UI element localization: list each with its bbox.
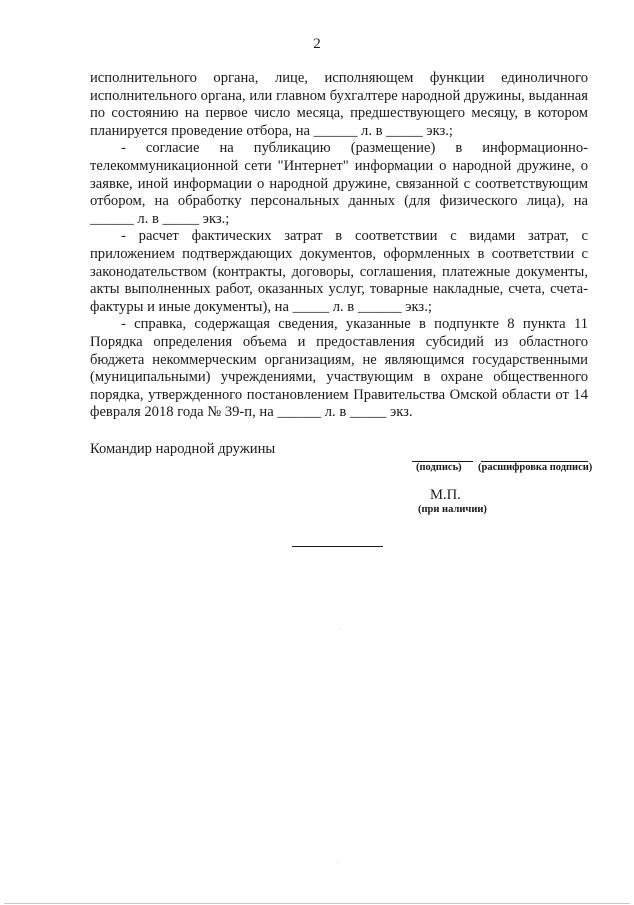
decoding-caption: (расшифровка подписи) [478,462,593,473]
paragraph-continuation: исполнительного органа, лице, исполняющем функции единоличного исполнительного органа, или главном бухгалтере народной дружины, выданная по состоянию на первое число месяца, предшествующего месяцу, в котором планируется проведение отбора, на ______ л. в _____ экз.; [90,70,588,139]
end-of-document-rule [292,546,383,547]
scan-bottom-edge [4,903,630,904]
scan-speck: ˎ [337,855,340,863]
seal-label: М.П. [430,487,461,503]
paragraph-expense-calculation: - расчет фактических затрат в соответствии с видами затрат, с приложением подтверждающих документов, оформленных в соответствии с законодательством (контракты, договоры, соглашения, платежные документы, акты выполненных работ, оказанных услуг, товарные накладные, счета, счета-фактуры и иные документы), на _____ л. в ______ экз.; [90,228,588,315]
signature-caption: (подпись) [416,462,462,473]
seal-note: (при наличии) [418,504,487,515]
signer-title: Командир народной дружины [90,441,276,457]
scan-speck: ˎ [339,622,342,630]
document-body [90,70,588,422]
paragraph-certificate: - справка, содержащая сведения, указанные в подпункте 8 пункта 11 Порядка определения объема и предоставления субсидий из областного бюджета некоммерческим организациям, не являющимся государственными (муниципальными) учреждениями, участвующим в охране общественного порядка, утвержденного постановлением Правительства Омской области от 14 февраля 2018 года № 39-п, на ______ л. в _____ экз. [90,316,588,421]
page-number: 2 [313,36,321,52]
paragraph-consent: - согласие на публикацию (размещение) в информационно-телекоммуникационной сети "Интернет" информации о народной дружине, о заявке, иной информации о народной дружине, связанной с соответствующим отбором, на обработку персональных данных (для физического лица), на ______ л. в _____ экз.; [90,140,588,227]
